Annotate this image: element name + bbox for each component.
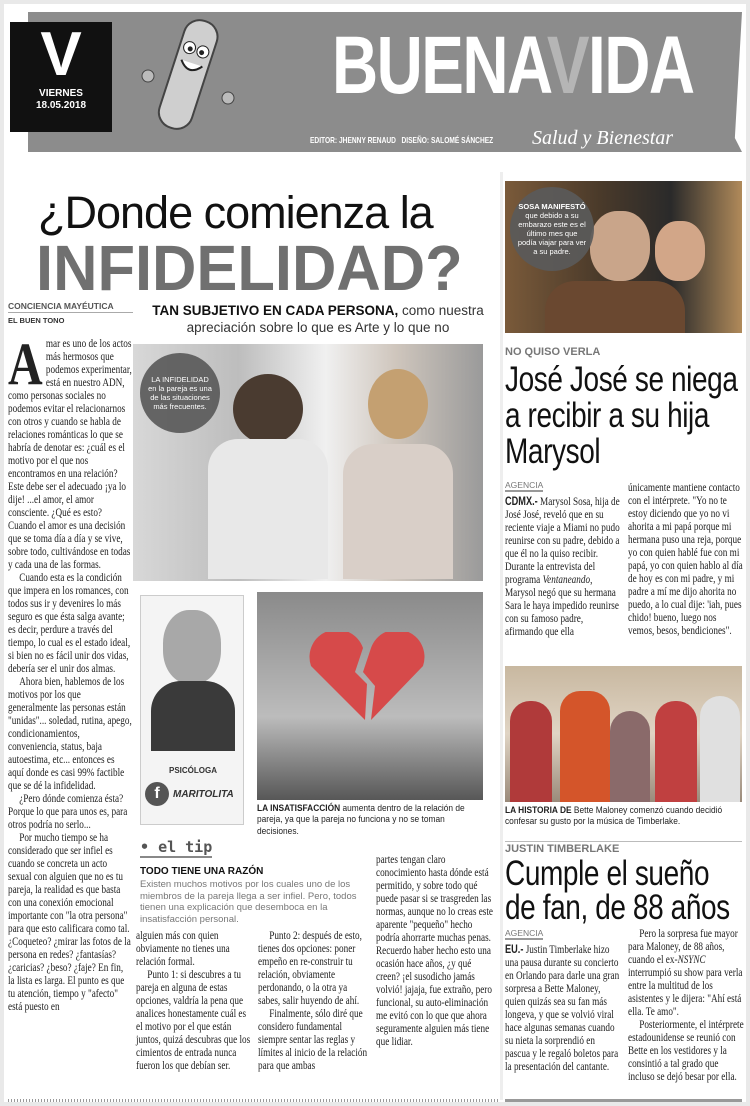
- v-logo: V: [40, 20, 82, 89]
- broken-heart-photo: [257, 592, 483, 800]
- text: Justin Timberlake hizo una pausa durante su concierto en Orlando para darle una gran sorpresa a Bette Maloney, quien quizás sea su fan más longeva, y que se volvió viral hace algunas semanas cuando su nieta la sorprendió en pascua y le regaló boletos para la presentación del cantante.: [505, 944, 620, 1073]
- editor-credit: EDITOR: JHENNY RENAUD: [310, 135, 396, 145]
- headline-line-1: ¿Donde comienza la: [38, 187, 433, 238]
- divider: [505, 841, 742, 842]
- author-portrait: [163, 610, 221, 684]
- broken-heart-icon: [307, 632, 427, 722]
- paragraph: únicamente mantiene contacto con el intérprete. "Yo no te estoy diciendo que yo no vi ahorita a mi papá porque mi hermana puso una reja, porque yo con quien hablé fue con mi papá, yo con quien hablo al día de hoy es con mi padre, y mi padre a mí me dijo ahorita no puedo, a lo cual dije: 'iah, pues chido! bueno, luego nos vemos, besos, bendiciones".: [628, 482, 743, 637]
- man-shirt: [208, 439, 328, 579]
- dateline: CDMX.-: [505, 496, 538, 508]
- story1-headline: José José se niega a recibir a su hija Marysol: [505, 360, 738, 471]
- author-role: PSICÓLOGA: [169, 766, 218, 775]
- paragraph: mar es uno de los actos más hermosos que podemos experimentar, está en nuestro ADN, como personas sociales no podemos evitar el relacionarnos con otros y cuando se habla de relaciones románticas lo que se habría de denotar es: ¿cuál es el motivo por el que nos encontramos en una relación? Este debe ser el adecuado ¡ya lo dije! ...el amor, el amor consciente. ¿Qué es esto? Cuando el amor es una decisión que se toma día a día y se vive, sobre todo, cultivándose en todas y cada una de las formas.: [8, 338, 132, 571]
- fan-figure: [655, 701, 697, 802]
- author-handle[interactable]: MARITOLITA: [173, 789, 234, 800]
- left-column-text: [8, 331, 132, 1014]
- fan-figure: [700, 696, 740, 802]
- woman-figure: [368, 369, 428, 439]
- story1-col2: [628, 482, 744, 638]
- fan-figure: [610, 711, 650, 802]
- drop-cap: A: [8, 331, 43, 397]
- author-body: [151, 681, 235, 751]
- story2-headline: Cumple el sueño de fan, de 88 años: [505, 854, 730, 927]
- story1-col1: [505, 496, 621, 639]
- text: , Marysol negó que su hermana Sara le haya impedido reunirse con su famoso padre, afirmando que ella: [505, 574, 619, 638]
- band-name: NSYNC: [677, 954, 706, 966]
- tip-text: Existen muchos motivos por los cuales uno de los miembros de la pareja llega a ser infiel. Pero, todos tienen una explicación que desemboca en la insatisfacción personal.: [140, 879, 357, 925]
- text: Marysol Sosa, hija de José José, reveló que en su reciente viaje a Miami no pudo reunirse con su padre, debido a que él no la quiso recibir. Durante la entrevista del programa: [505, 496, 620, 586]
- date-box: [10, 22, 112, 132]
- photo-bubble-caption: [510, 187, 594, 271]
- story2-section: JUSTIN TIMBERLAKE: [505, 843, 620, 855]
- photo-bubble-caption: LA INFIDELIDAD en la pareja es una de las situaciones más frecuentes.: [140, 353, 220, 433]
- author-photo: [140, 595, 244, 825]
- column-kicker: CONCIENCIA MAYÉUTICA: [8, 301, 133, 313]
- date-label: 18.05.2018: [35, 100, 87, 111]
- paragraph: Cuando esta es la condición que impera en los romances, con todos sus ir y devenires lo más seguro es que ésta salga avante; es decir, perdure a través del tiempo, lo cual es el estado ideal, si bien no es fácil unir dos vidas, debería ser el unir dos almas.: [8, 572, 131, 675]
- facebook-icon[interactable]: f: [145, 782, 169, 806]
- show-name: Ventaneando: [542, 574, 591, 586]
- story2-agency: AGENCIA: [505, 928, 544, 938]
- photo2-caption: [257, 803, 488, 837]
- text: Pero la sorpresa fue mayor para Maloney, de 88 años, cuando el ex-: [628, 928, 738, 966]
- woman-top: [343, 444, 453, 579]
- brand-part: BUENA: [332, 20, 547, 111]
- newspaper-page: [4, 4, 746, 1102]
- jacket: [545, 281, 685, 333]
- caption-bold: LA INSATISFACCIÓN: [257, 803, 341, 814]
- daughter-face: [655, 221, 705, 281]
- tip-title: TODO TIENE UNA RAZÓN: [140, 866, 264, 877]
- divider: [8, 1099, 498, 1102]
- singer-figure: [560, 691, 610, 802]
- story2-col2: [628, 928, 744, 1084]
- section-tagline: Salud y Bienestar: [532, 127, 674, 149]
- paragraph: Punto 1: si descubres a tu pareja en alguna de estas opciones, valdría la pena que analices honestamente cuál es el motivo por el que están juntos, quizá descubras que los cimientos de entrada nunca fueron los que debían ser.: [136, 969, 251, 1072]
- paragraph: ¿Pero dónde comienza ésta? Porque lo que para unos es, para otros podría no serlo...: [8, 793, 128, 831]
- paragraph: Ahora bien, hablemos de los motivos por los que generalmente las personas están "unidas"... soledad, rutina, apego, condicionamientos, conveniencia, status, baja autoestima, etc... entonces es aquí donde es casi 99% factible que se dé la infidelidad.: [8, 676, 132, 792]
- sub-bold: TAN SUBJETIVO EN CADA PERSONA,: [152, 303, 399, 318]
- fan-figure: [510, 701, 552, 802]
- column-1-text: [136, 930, 252, 1073]
- caption-text: Bette Maloney comenzó cuando decidió confesar su gusto por la música de Timberlake.: [505, 805, 723, 828]
- credits: [310, 135, 493, 146]
- photo3-caption: [505, 805, 743, 828]
- section-brand: [332, 18, 693, 114]
- column-rule: [500, 172, 503, 1100]
- brand-part: V: [546, 20, 588, 111]
- man-figure: [233, 374, 303, 444]
- tip-label: • el tip: [140, 838, 213, 856]
- story1-agency: AGENCIA: [505, 480, 544, 490]
- design-credit: DISEÑO: SALOMÉ SÁNCHEZ: [401, 135, 494, 145]
- tip-label-text: el tip: [158, 838, 213, 856]
- dateline: EU.-: [505, 944, 524, 956]
- paragraph: Por mucho tiempo se ha considerado que ser infiel es cuando se concreta un acto sexual con alguien que no es tu pareja, la realidad es que basta con una conexión emocional importante con "la otra persona" para que esto calificara como tal. ¿Coqueteo? ¿mirar las fotos de la persona en redes? ¿fantasías? ¿caricias? ¿beso? ¿faje? En fin, la lista es larga. El punto es que tu atención, tiempo y "afecto" está puesto en: [8, 832, 131, 1013]
- timberlake-fan-photo: [505, 666, 742, 802]
- paragraph: Punto 2: después de esto, tienes dos opciones: poner empeño en re-construir tu relación, obviamente perdonando, o la otra ya sabes, salir huyendo de ahí.: [258, 930, 362, 1007]
- pen-mascot-icon: [136, 14, 236, 142]
- column-name: EL BUEN TONO: [8, 316, 65, 325]
- divider: [505, 1099, 742, 1102]
- text: interrumpió su show para verla entre la multitud de los asistentes y le dijera: "Ahí está ella. Te amo".: [628, 967, 743, 1018]
- bubble-bold: SOSA MANIFESTÓ: [518, 202, 586, 211]
- caption-bold: LA HISTORIA DE: [505, 805, 572, 816]
- sub-rest: como nuestra apreciación sobre lo que es Arte y lo que no: [186, 303, 484, 335]
- brand-part: IDA: [587, 20, 694, 111]
- subheadline: [137, 302, 499, 336]
- paragraph: alguien más con quien obviamente no tienes una relación formal.: [136, 930, 230, 968]
- column-2-text: [258, 930, 370, 1073]
- paragraph: partes tengan claro conocimiento hasta dónde está permitido, y sobre todo qué puede pasar si se trasgreden las normas, aunque no lo creas este aparente "pequeño" hecho podría ahorrarte muchas penas. Recuerdo haber hecho esto una ocasión hace años, ¿y qué creen? ¡el susodicho jamás volvió! jajaja, fue extraño, pero funcional, su auto-eliminación me evitó con lo que que ahora seguramente alguien más tiene que lidiar.: [376, 854, 494, 1048]
- paragraph: Posteriormente, el intérprete estadounidense se reunió con Bette en los vestidores y la consintió a tal grado que incluso se dejó besar por ella.: [628, 1019, 744, 1083]
- caption-text: aumenta dentro de la relación de pareja, ya que la pareja no funciona y no se toman decisiones.: [257, 803, 465, 837]
- story2-col1: [505, 944, 621, 1074]
- story1-section: NO QUISO VERLA: [505, 346, 601, 358]
- day-label: VIERNES: [39, 88, 83, 99]
- paragraph: Finalmente, sólo diré que considero fundamental siempre sentar las reglas y límites al inicio de la relación para que ambas: [258, 1008, 368, 1072]
- bubble-text: que debido a su embarazo este es el último mes que podía viajar para ver a su padre.: [517, 211, 587, 256]
- headline-line-2: INFIDELIDAD?: [36, 232, 463, 304]
- column-3-text: [376, 854, 494, 1049]
- father-face: [590, 211, 650, 281]
